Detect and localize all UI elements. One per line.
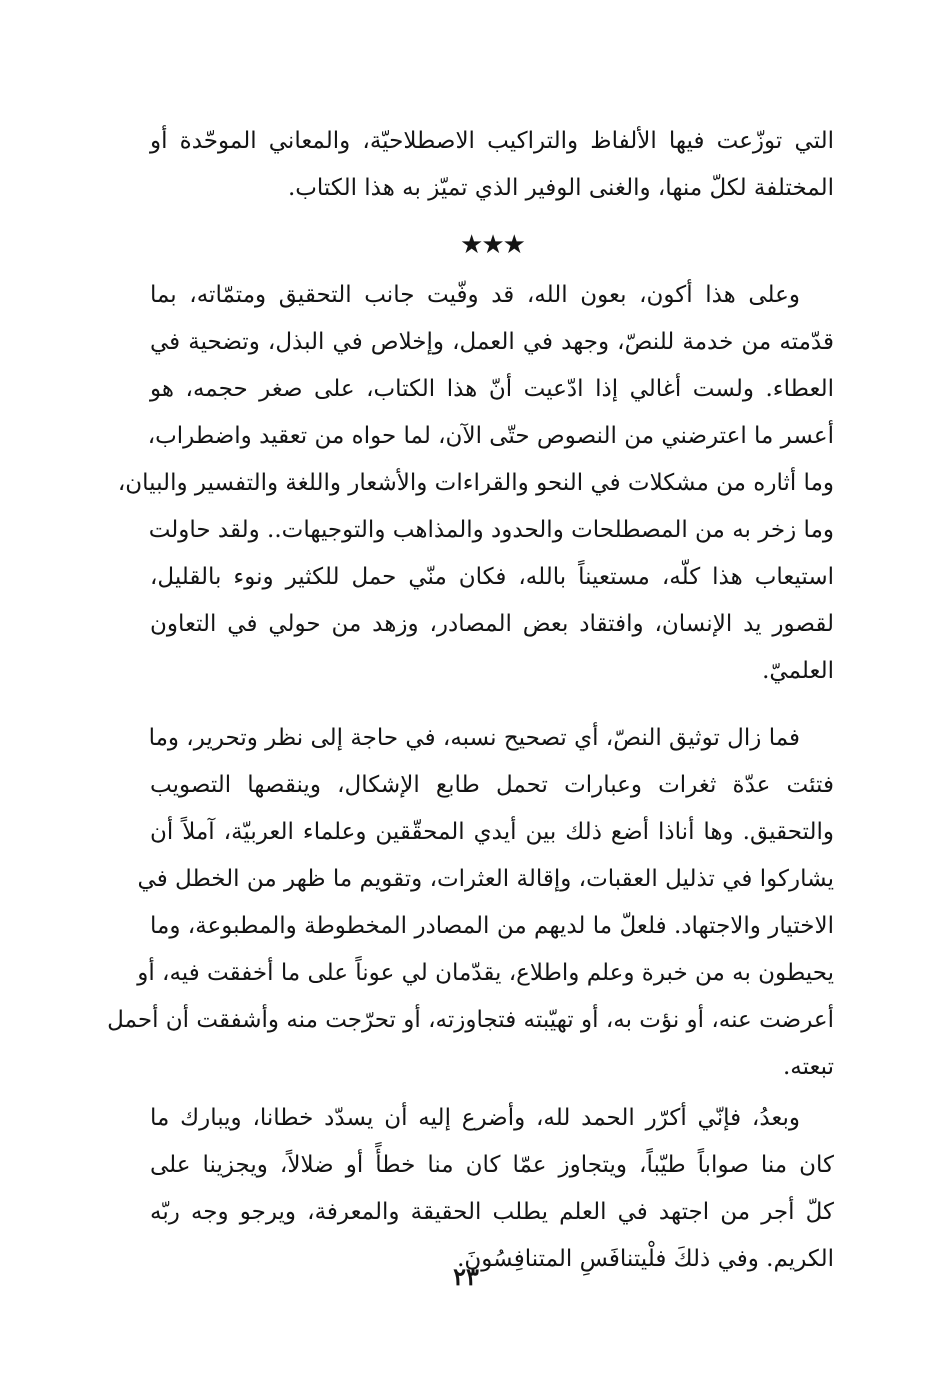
- paragraph-1: [117, 272, 834, 695]
- text-line: أعسر ما اعترضني من النصوص حتّى الآن، لما حواه من تعقيد واضطراب،: [147, 423, 834, 449]
- intro-paragraph: [150, 118, 834, 212]
- text-line: التي توزّعت فيها الألفاظ والتراكيب الاصطلاحيّة، والمعاني الموحّدة أو: [150, 128, 834, 154]
- paragraph-3: [150, 1095, 834, 1283]
- text-line: تبعته.: [782, 1054, 834, 1080]
- text-line: الكريم. وفي ذلكَ فلْيتنافَسِ المتنافِسُونَ.: [457, 1246, 834, 1272]
- text-line: كلّ أجر من اجتهد في العلم يطلب الحقيقة والمعرفة، ويرجو وجه ربّه: [150, 1199, 834, 1225]
- page-number: ٢٣: [453, 1262, 479, 1291]
- text-line: أعرضت عنه، أو نؤت به، أو تهيّبته فتجاوزته، أو تحرّجت منه وأشفقت أن أحمل: [107, 1007, 834, 1033]
- text-line: استيعاب هذا كلّه، مستعيناً بالله، فكان منّي حمل للكثير ونوء بالقليل،: [150, 564, 834, 590]
- text-line: العلميّ.: [762, 658, 834, 684]
- text-line: فما زال توثيق النصّ، أي تصحيح نسبه، في حاجة إلى نظر وتحرير، وما: [148, 725, 800, 751]
- text-line: كان منا صواباً طيّباً، ويتجاوز عمّا كان منا خطأً أو ضلالاً، ويجزينا على: [150, 1152, 834, 1178]
- text-line: قدّمته من خدمة للنصّ، وجهد في العمل، وإخلاص في البذل، وتضحية في: [150, 329, 834, 355]
- page-body: [107, 118, 834, 1283]
- text-line: والتحقيق. وها أناذا أضع ذلك بين أيدي المحقّقين وعلماء العربيّة، آملاً أن: [150, 819, 834, 845]
- text-line: الاختيار والاجتهاد. فلعلّ ما لديهم من المصادر المخطوطة والمطبوعة، وما: [150, 913, 834, 939]
- text-line: وما زخر به من المصطلحات والحدود والمذاهب والتوجيهات.. ولقد حاولت: [148, 517, 834, 543]
- text-line: وبعدُ، فإنّي أكرّر الحمد لله، وأضرع إليه أن يسدّد خطانا، ويبارك ما: [150, 1105, 800, 1131]
- text-line: وعلى هذا أكون، بعون الله، قد وفّيت جانب التحقيق ومتمّاته، بما: [150, 282, 800, 308]
- paragraph-2: [107, 715, 834, 1091]
- text-line: المختلفة لكلّ منها، والغنى الوفير الذي تميّز به هذا الكتاب.: [287, 175, 834, 201]
- text-line: فتئت عدّة ثغرات وعبارات تحمل طابع الإشكال، وينقصها التصويب: [150, 772, 834, 798]
- text-line: وما أثاره من مشكلات في النحو والقراءات والأشعار واللغة والتفسير والبيان،: [117, 470, 834, 496]
- text-line: يشاركوا في تذليل العقبات، وإقالة العثرات، وتقويم ما ظهر من الخطل في: [137, 866, 834, 892]
- text-line: لقصور يد الإنسان، وافتقاد بعض المصادر، وزهد من حولي في التعاون: [150, 611, 834, 637]
- section-separator: ★★★: [460, 230, 524, 260]
- text-line: العطاء. ولست أغالي إذا ادّعيت أنّ هذا الكتاب، على صغر حجمه، هو: [150, 376, 834, 402]
- text-line: يحيطون به من خبرة وعلم واطلاع، يقدّمان لي عوناً على ما أخفقت فيه، أو: [137, 960, 834, 986]
